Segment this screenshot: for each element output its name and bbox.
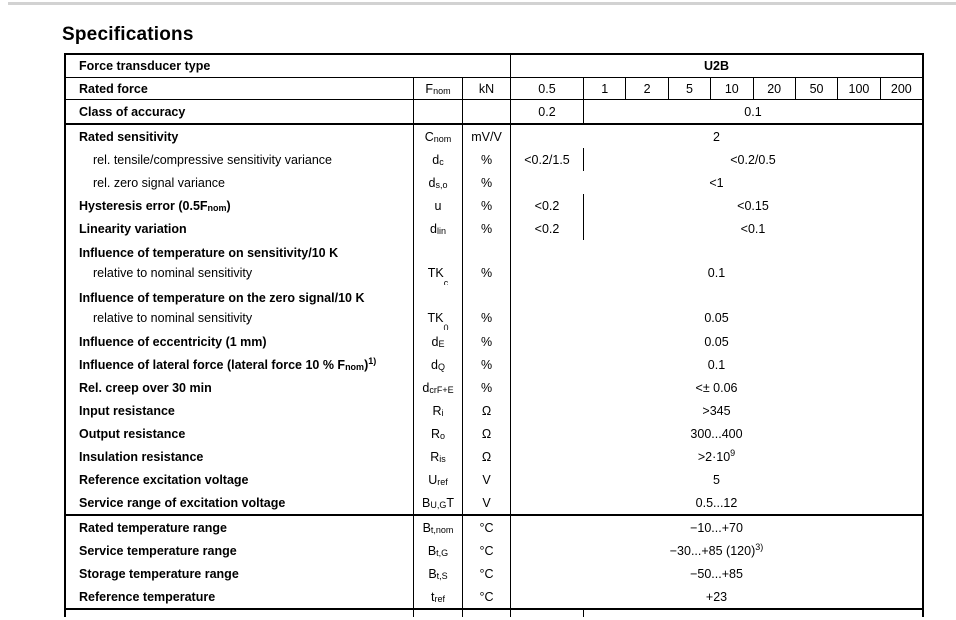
param-unit: kN xyxy=(462,78,510,99)
param-value: +23 xyxy=(510,585,922,608)
param-value-b: <0.15 xyxy=(583,194,922,217)
rated-force-col-1: 1 xyxy=(583,78,625,99)
row-rated-force xyxy=(66,77,922,99)
param-value: 0.5...12 xyxy=(510,491,922,514)
param-label: Insulation resistance xyxy=(79,449,204,464)
row-input-resistance xyxy=(66,399,922,422)
param-unit: Ω xyxy=(462,445,510,468)
row-rated-sensitivity xyxy=(66,125,922,148)
param-value: <± 0.06 xyxy=(510,376,922,399)
rated-force-col-6: 50 xyxy=(795,78,837,99)
param-label: Influence of eccentricity (1 mm) xyxy=(79,334,267,349)
row-influence-of-lateral-force-lateral-force-1 xyxy=(66,353,922,376)
param-symbol: t $_{ref}$ xyxy=(413,585,462,608)
param-unit: Ω xyxy=(462,422,510,445)
row-rel-zero-signal-variance xyxy=(66,171,922,194)
param-value: 300...400 xyxy=(510,422,922,445)
param-unit: % xyxy=(462,194,510,217)
row-influence-of-eccentricity-1-mm xyxy=(66,330,922,353)
param-symbol: u xyxy=(413,194,462,217)
row-force-transducer-type xyxy=(66,55,922,77)
param-value: 0.1 xyxy=(510,353,922,376)
param-label: Linearity variation xyxy=(79,221,187,236)
row-output-resistance xyxy=(66,422,922,445)
header-section xyxy=(66,55,922,125)
rated-force-col-4: 10 xyxy=(710,78,752,99)
row-service-range-of-excitation-voltage xyxy=(66,491,922,514)
rated-force-col-7: 100 xyxy=(837,78,879,99)
param-symbol: d $_{lin}$ xyxy=(413,217,462,240)
param-label: Reference excitation voltage xyxy=(79,472,249,487)
param-symbol: d $_{crF+E}$ xyxy=(413,376,462,399)
param-unit: % xyxy=(462,148,510,171)
param-unit: V xyxy=(462,491,510,514)
page-top-rule xyxy=(8,2,956,5)
row-class-of-accuracy xyxy=(66,99,922,123)
param-label: Service range of excitation voltage xyxy=(79,495,286,510)
section-temperature xyxy=(66,516,922,610)
param-label: Rated sensitivity xyxy=(79,129,179,144)
param-label: Rated force xyxy=(79,81,148,96)
param-symbol: d $_Q$ xyxy=(413,353,462,376)
param-label: Reference temperature xyxy=(79,589,216,604)
rated-force-col-2: 2 xyxy=(625,78,667,99)
param-symbol: B $_{t,S}$ xyxy=(413,562,462,585)
param-label: rel. tensile/compressive sensitivity variance xyxy=(93,152,332,167)
rated-force-col-3: 5 xyxy=(668,78,710,99)
param-label: Storage temperature range xyxy=(79,566,239,581)
param-value: 0.1 xyxy=(510,240,922,285)
param-unit: °C xyxy=(462,562,510,585)
param-unit: % xyxy=(462,285,510,330)
header-type-label: Force transducer type xyxy=(79,59,211,73)
rated-force-col-5: 20 xyxy=(753,78,795,99)
param-label: Rated temperature range xyxy=(79,520,227,535)
param-symbol: U $_{ref}$ xyxy=(413,468,462,491)
param-label-line1: Influence of temperature on the zero signal/10 K xyxy=(79,291,365,305)
param-unit: V xyxy=(462,468,510,491)
param-value: −50...+85 xyxy=(510,562,922,585)
param-label: Input resistance xyxy=(79,403,175,418)
param-value-a: <0.2/1.5 xyxy=(510,148,583,171)
row-reference-temperature xyxy=(66,585,922,608)
param-label: Output resistance xyxy=(79,426,186,441)
param-symbol: d $_E$ xyxy=(413,330,462,353)
row-rel-tensile-compressive-sensitivity-varian xyxy=(66,148,922,171)
rated-force-col-8: 200 xyxy=(880,78,922,99)
row-rated-temperature-range xyxy=(66,516,922,539)
page-title: Specifications xyxy=(62,23,194,45)
param-label: Hysteresis error (0.5F $_{nom}$ ) xyxy=(79,198,231,214)
param-value: 0.05 xyxy=(510,285,922,330)
param-label xyxy=(66,285,413,330)
param-value xyxy=(583,610,922,617)
header-type-value: U2B xyxy=(510,55,922,77)
param-unit: °C xyxy=(462,539,510,562)
param-value: >345 xyxy=(510,399,922,422)
param-symbol: R $_i$ xyxy=(413,399,462,422)
param-value-a: <0.2 xyxy=(510,217,583,240)
param-symbol: B $_{t,nom}$ xyxy=(413,516,462,539)
param-label: rel. zero signal variance xyxy=(93,175,226,190)
row-influence-of-temperature-on-the-zero-signa xyxy=(66,285,922,330)
row-service-temperature-range xyxy=(66,539,922,562)
param-symbol: B $_{t,G}$ xyxy=(413,539,462,562)
row-linearity-variation xyxy=(66,217,922,240)
param-unit: % xyxy=(462,240,510,285)
rated-force-col-0: 0.5 xyxy=(510,78,583,99)
param-label xyxy=(66,240,413,285)
param-value xyxy=(510,610,583,617)
param-label xyxy=(66,610,413,617)
param-symbol: C $_{nom}$ xyxy=(413,125,462,148)
param-value: >2·10 $^9$ xyxy=(510,445,922,468)
param-symbol: B $_{U,G}$ T xyxy=(413,491,462,514)
accuracy-value-b: 0.1 xyxy=(583,100,922,123)
param-label-line1: Influence of temperature on sensitivity/10 K xyxy=(79,246,339,260)
row-storage-temperature-range xyxy=(66,562,922,585)
param-unit xyxy=(462,610,510,617)
param-symbol xyxy=(413,100,462,123)
param-value: −30...+85 (120) $^{3)}$ xyxy=(510,539,922,562)
param-unit: % xyxy=(462,330,510,353)
param-value-b: <0.2/0.5 xyxy=(583,148,922,171)
param-symbol: TK $_0$ xyxy=(413,285,462,330)
param-symbol: TK $_c$ xyxy=(413,240,462,285)
param-symbol: d $_{s,o}$ xyxy=(413,171,462,194)
section-electrical-performance xyxy=(66,125,922,516)
param-unit: % xyxy=(462,353,510,376)
param-label-line2: relative to nominal sensitivity xyxy=(93,311,253,325)
param-value: −10...+70 xyxy=(510,516,922,539)
param-label-line2: relative to nominal sensitivity xyxy=(93,266,253,280)
row-insulation-resistance xyxy=(66,445,922,468)
param-symbol: d $_c$ xyxy=(413,148,462,171)
param-unit: mV/V xyxy=(462,125,510,148)
param-unit: Ω xyxy=(462,399,510,422)
row-hysteresis-error-0-5f-nom xyxy=(66,194,922,217)
param-value: 5 xyxy=(510,468,922,491)
param-unit: °C xyxy=(462,516,510,539)
param-label: Influence of lateral force (lateral force 10 % F $_{nom}$ ) $^{1)}$ xyxy=(79,356,377,373)
param-unit xyxy=(462,100,510,123)
row-influence-of-temperature-on-sensitivity-10 xyxy=(66,240,922,285)
param-unit: % xyxy=(462,376,510,399)
param-unit: % xyxy=(462,171,510,194)
param-symbol: R $_{is}$ xyxy=(413,445,462,468)
accuracy-value-a: 0.2 xyxy=(510,100,583,123)
row-rel-creep-over-30-min xyxy=(66,376,922,399)
param-label: Class of accuracy xyxy=(79,104,186,119)
spec-table xyxy=(64,53,924,617)
next-row-partial xyxy=(66,610,922,617)
param-label: Service temperature range xyxy=(79,543,237,558)
param-unit: % xyxy=(462,217,510,240)
row-reference-excitation-voltage xyxy=(66,468,922,491)
param-value: 2 xyxy=(510,125,922,148)
param-value-a: <0.2 xyxy=(510,194,583,217)
param-value: 0.05 xyxy=(510,330,922,353)
param-value: <1 xyxy=(510,171,922,194)
param-unit: °C xyxy=(462,585,510,608)
param-symbol: F $_{nom}$ xyxy=(413,78,462,99)
param-symbol: R $_o$ xyxy=(413,422,462,445)
param-label: Rel. creep over 30 min xyxy=(79,380,212,395)
param-value-b: <0.1 xyxy=(583,217,922,240)
param-symbol xyxy=(413,610,462,617)
